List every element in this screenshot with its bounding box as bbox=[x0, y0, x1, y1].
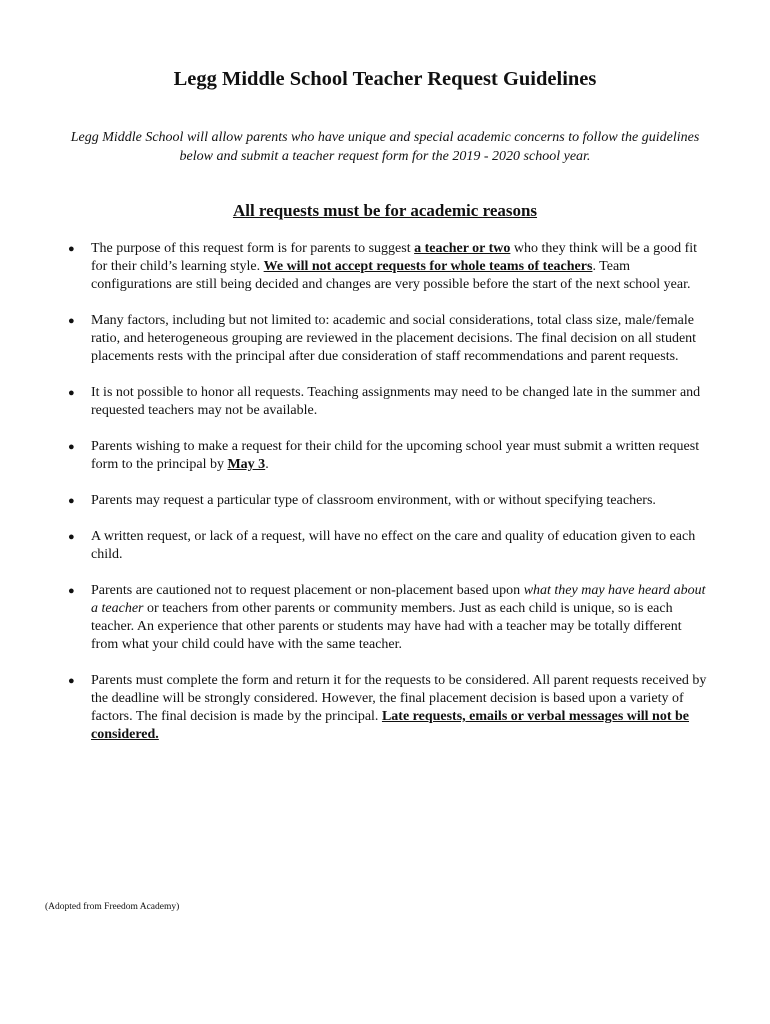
guideline-item bbox=[0, 312, 711, 366]
guideline-item bbox=[0, 384, 711, 420]
intro-paragraph bbox=[40, 128, 730, 166]
guideline-text: who they think will be a good fit for their child’s learning style. bbox=[91, 241, 698, 274]
guideline-item bbox=[0, 582, 711, 654]
guideline-emphasis: a teacher or two bbox=[414, 241, 511, 256]
guideline-emphasis: May 3 bbox=[227, 457, 266, 472]
intro-line: below and submit a teacher request form for the 2019 - 2020 school year. bbox=[179, 149, 591, 164]
guideline-text: Parents are cautioned not to request placement or non-placement based upon bbox=[91, 583, 524, 598]
bullet-icon: ● bbox=[68, 495, 75, 507]
guideline-italic: what they may have heard about a teacher bbox=[91, 583, 706, 616]
guideline-item bbox=[0, 240, 711, 294]
bullet-icon: ● bbox=[68, 387, 75, 399]
bullet-icon: ● bbox=[68, 243, 75, 255]
guideline-text: The purpose of this request form is for parents to suggest bbox=[91, 241, 415, 256]
intro-line: Legg Middle School will allow parents who have unique and special academic concerns to follow the guidelines bbox=[70, 130, 700, 145]
source-footnote: (Adopted from Freedom Academy) bbox=[45, 902, 180, 912]
guideline-emphasis: Late requests, emails or verbal messages will not be considered. bbox=[91, 709, 690, 742]
guidelines-list bbox=[0, 240, 770, 762]
page-title: Legg Middle School Teacher Request Guidelines bbox=[173, 68, 597, 90]
guideline-text: Many factors, including but not limited to: academic and social considerations, total class size, male/female ratio, and heterogeneous grouping are reviewed in the placement decisions. The final decision on all student placements rests with the principal after due consideration of staff recommendations and parent requests. bbox=[91, 313, 697, 364]
guideline-emphasis: We will not accept requests for whole teams of teachers bbox=[263, 259, 593, 274]
guideline-text: Parents may request a particular type of classroom environment, with or without specifying teachers. bbox=[91, 493, 656, 508]
guideline-text: Parents must complete the form and return it for the requests to be considered. All parent requests received by the deadline will be strongly considered. However, the final placement decision is based upon a variety of factors. The final decision is made by the principal. bbox=[91, 673, 707, 724]
guideline-text: . bbox=[265, 457, 269, 472]
guideline-text: Parents wishing to make a request for their child for the upcoming school year must submit a written request form to the principal by bbox=[91, 439, 700, 472]
section-heading: All requests must be for academic reasons bbox=[232, 201, 538, 220]
guideline-item bbox=[0, 672, 711, 744]
guideline-item bbox=[0, 528, 711, 564]
guideline-item bbox=[0, 492, 711, 510]
bullet-icon: ● bbox=[68, 675, 75, 687]
bullet-icon: ● bbox=[68, 441, 75, 453]
bullet-icon: ● bbox=[68, 315, 75, 327]
guideline-text: It is not possible to honor all requests. Teaching assignments may need to be changed late in the summer and requested teachers may not be available. bbox=[91, 385, 701, 418]
guideline-text: or teachers from other parents or community members. Just as each child is unique, so is each teacher. An experience that other parents or students may have had with a teacher may be totally different from what your child could have with the same teacher. bbox=[91, 601, 682, 652]
guideline-item bbox=[0, 438, 711, 474]
guideline-text: . Team configurations are still being decided and changes are very possible before the start of the next school year. bbox=[91, 259, 691, 292]
bullet-icon: ● bbox=[68, 585, 75, 597]
guideline-text: A written request, or lack of a request, will have no effect on the care and quality of education given to each child. bbox=[91, 529, 696, 562]
bullet-icon: ● bbox=[68, 531, 75, 543]
